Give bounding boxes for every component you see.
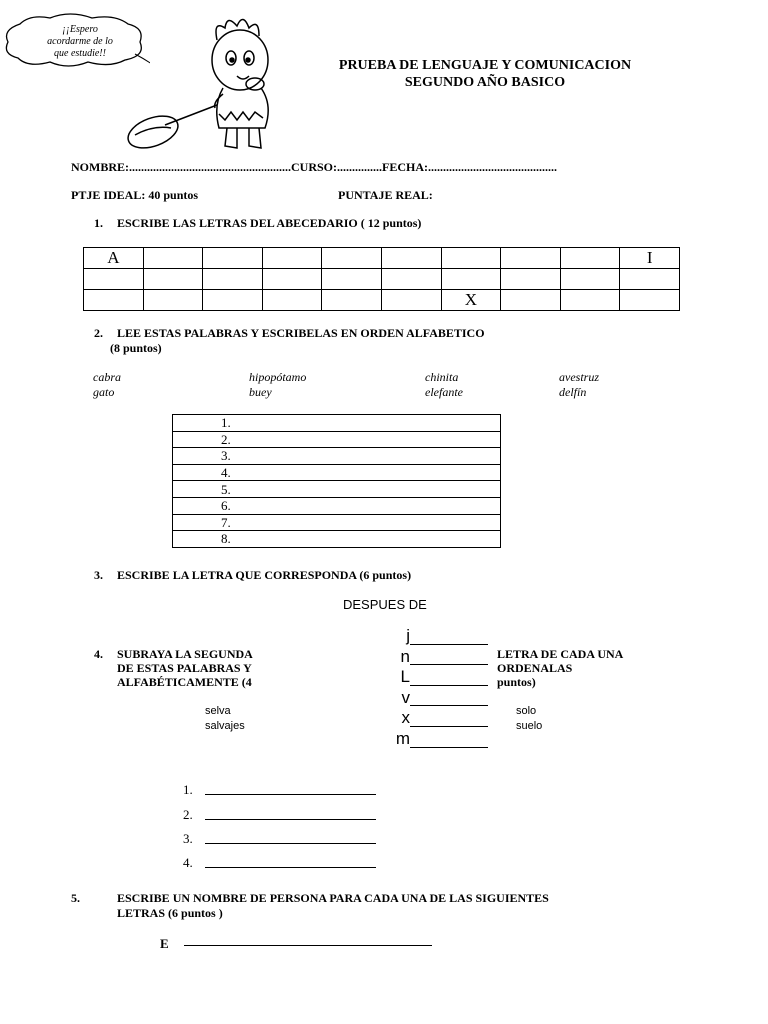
q4-answer-row <box>183 798 376 822</box>
alphabet-cell[interactable] <box>560 248 620 269</box>
letter-list <box>390 626 490 750</box>
word-chinita: chinita <box>425 370 459 384</box>
speech-bubble-text <box>30 24 130 60</box>
alphabet-cell[interactable] <box>501 269 561 290</box>
alphabet-cell[interactable] <box>322 248 382 269</box>
q5-letter: E <box>160 936 169 951</box>
order-row[interactable] <box>173 464 501 481</box>
alphabet-cell[interactable] <box>620 269 680 290</box>
q4-answer-row <box>183 823 376 847</box>
order-row[interactable] <box>173 431 501 448</box>
order-row-number: 3. <box>173 448 501 465</box>
q4-answer-line[interactable] <box>205 843 376 844</box>
alphabet-cell[interactable]: I <box>620 248 680 269</box>
alphabet-cell[interactable] <box>262 269 322 290</box>
word-suelo: suelo <box>516 720 543 732</box>
alphabet-row <box>84 269 680 290</box>
q4-number: 4. <box>94 647 103 661</box>
q5-line-2: LETRAS (6 puntos ) <box>117 906 223 920</box>
alphabet-cell[interactable] <box>501 290 561 311</box>
letter-x: x <box>401 708 410 728</box>
letter-L: L <box>400 667 410 687</box>
alphabet-cell[interactable] <box>381 290 441 311</box>
word-selva: selva <box>205 705 231 717</box>
q4-right-line-3: puntos) <box>497 675 536 689</box>
q3-text: ESCRIBE LA LETRA QUE CORRESPONDA (6 puntos) <box>117 568 412 582</box>
alphabet-cell[interactable] <box>620 290 680 311</box>
alphabet-cell[interactable] <box>381 269 441 290</box>
alphabet-cell[interactable] <box>560 290 620 311</box>
q5-number: 5. <box>71 891 80 905</box>
letter-row <box>390 647 490 668</box>
letter-m: m <box>395 728 410 748</box>
letter-answer-line[interactable] <box>410 746 488 748</box>
word-solo: solo <box>516 705 537 717</box>
q1-number: 1. <box>94 216 103 230</box>
q4-answer-number: 2. <box>183 806 193 822</box>
order-table <box>172 414 501 548</box>
order-row-number: 8. <box>173 531 501 548</box>
q4-answer-line[interactable] <box>205 867 376 868</box>
letter-answer-line[interactable] <box>410 704 488 706</box>
word-hipopotamo: hipopótamo <box>249 370 307 384</box>
word-buey: buey <box>249 385 272 399</box>
alphabet-cell[interactable]: A <box>84 248 144 269</box>
q4-left-line-2: DE ESTAS PALABRAS Y <box>117 661 252 675</box>
caveboy-illustration <box>125 10 290 155</box>
order-row[interactable] <box>173 448 501 465</box>
alphabet-cell[interactable] <box>203 290 263 311</box>
letter-v: v <box>401 687 410 707</box>
q5-answer-line[interactable] <box>184 933 432 946</box>
q1-text: ESCRIBE LAS LETRAS DEL ABECEDARIO ( 12 puntos) <box>117 216 422 230</box>
letter-answer-line[interactable] <box>410 643 488 645</box>
letter-row <box>390 729 490 750</box>
alphabet-cell[interactable] <box>381 248 441 269</box>
word-cabra: cabra <box>93 370 121 384</box>
puntaje-real: PUNTAJE REAL: <box>338 188 433 202</box>
alphabet-row <box>84 248 680 269</box>
alphabet-cell[interactable] <box>143 248 203 269</box>
alphabet-cell[interactable] <box>501 248 561 269</box>
q5-line-1: ESCRIBE UN NOMBRE DE PERSONA PARA CADA UNA DE LAS SIGUIENTES <box>117 891 549 905</box>
letter-row <box>390 626 490 647</box>
alphabet-cell[interactable] <box>441 269 501 290</box>
q4-right-line-2: ORDENALAS <box>497 661 573 675</box>
student-info-line: NOMBRE:......................................................CURSO:...............FECHA:........................................... <box>71 160 557 174</box>
alphabet-cell[interactable] <box>560 269 620 290</box>
q4-answer-row <box>183 774 376 798</box>
letter-row <box>390 667 490 688</box>
q5-text <box>117 891 549 921</box>
letter-n: n <box>400 646 410 666</box>
letter-j: j <box>406 626 410 645</box>
alphabet-cell[interactable] <box>262 290 322 311</box>
alphabet-cell[interactable] <box>322 290 382 311</box>
alphabet-cell[interactable]: X <box>441 290 501 311</box>
q4-right-line-1: LETRA DE CADA UNA <box>497 647 624 661</box>
order-row-number: 5. <box>173 481 501 498</box>
q3-number: 3. <box>94 568 103 582</box>
order-row[interactable] <box>173 497 501 514</box>
q4-right-text <box>497 647 623 689</box>
despues-de-label: DESPUES DE <box>343 597 427 612</box>
alphabet-row <box>84 290 680 311</box>
q4-left-line-3: ALFABÉTICAMENTE (4 <box>117 675 252 689</box>
letter-answer-line[interactable] <box>410 725 488 727</box>
alphabet-cell[interactable] <box>322 269 382 290</box>
letter-row <box>390 708 490 729</box>
alphabet-cell[interactable] <box>143 290 203 311</box>
word-elefante: elefante <box>425 385 463 399</box>
order-row-number: 6. <box>173 497 501 514</box>
letter-answer-line[interactable] <box>410 663 488 665</box>
alphabet-cell[interactable] <box>84 290 144 311</box>
alphabet-cell[interactable] <box>84 269 144 290</box>
word-delfin: delfín <box>559 385 587 399</box>
order-row[interactable] <box>173 531 501 548</box>
order-row-number: 7. <box>173 514 501 531</box>
word-salvajes: salvajes <box>205 720 245 732</box>
bubble-line-1: ¡¡Espero <box>62 24 98 35</box>
alphabet-cell[interactable] <box>262 248 322 269</box>
q2-points: (8 puntos) <box>110 341 162 355</box>
title-line-2: SEGUNDO AÑO BASICO <box>404 75 566 90</box>
q4-answer-row <box>183 847 376 871</box>
word-avestruz: avestruz <box>559 370 599 384</box>
letter-answer-line[interactable] <box>410 684 488 686</box>
order-row[interactable] <box>173 514 501 531</box>
q4-answer-number: 1. <box>183 782 193 798</box>
alphabet-grid <box>83 247 680 311</box>
ptje-ideal: PTJE IDEAL: 40 puntos <box>71 188 199 202</box>
order-row[interactable] <box>173 481 501 498</box>
q4-answer-number: 3. <box>183 830 193 846</box>
order-row-number: 2. <box>173 431 501 448</box>
bubble-line-3: que estudie!! <box>54 48 106 59</box>
order-row[interactable] <box>173 415 501 432</box>
order-row-number: 4. <box>173 464 501 481</box>
alphabet-cell[interactable] <box>203 269 263 290</box>
title-line-1: PRUEBA DE LENGUAJE Y COMUNICACION <box>338 58 632 73</box>
page-title <box>285 57 685 91</box>
alphabet-cell[interactable] <box>441 248 501 269</box>
alphabet-cell[interactable] <box>203 248 263 269</box>
order-row-number: 1. <box>173 415 501 432</box>
q4-left-line-1: SUBRAYA LA SEGUNDA <box>117 647 253 661</box>
q2-text: LEE ESTAS PALABRAS Y ESCRIBELAS EN ORDEN ALFABETICO <box>117 326 485 340</box>
bubble-line-2: acordarme de lo <box>47 36 113 47</box>
q4-left-text <box>117 647 253 689</box>
q4-answer-line[interactable] <box>205 794 376 795</box>
q4-answer-line[interactable] <box>205 819 376 820</box>
q4-answer-number: 4. <box>183 855 193 871</box>
alphabet-cell[interactable] <box>143 269 203 290</box>
q2-number: 2. <box>94 326 103 340</box>
letter-row <box>390 688 490 709</box>
word-gato: gato <box>93 385 115 399</box>
q4-answer-lines <box>183 774 376 871</box>
